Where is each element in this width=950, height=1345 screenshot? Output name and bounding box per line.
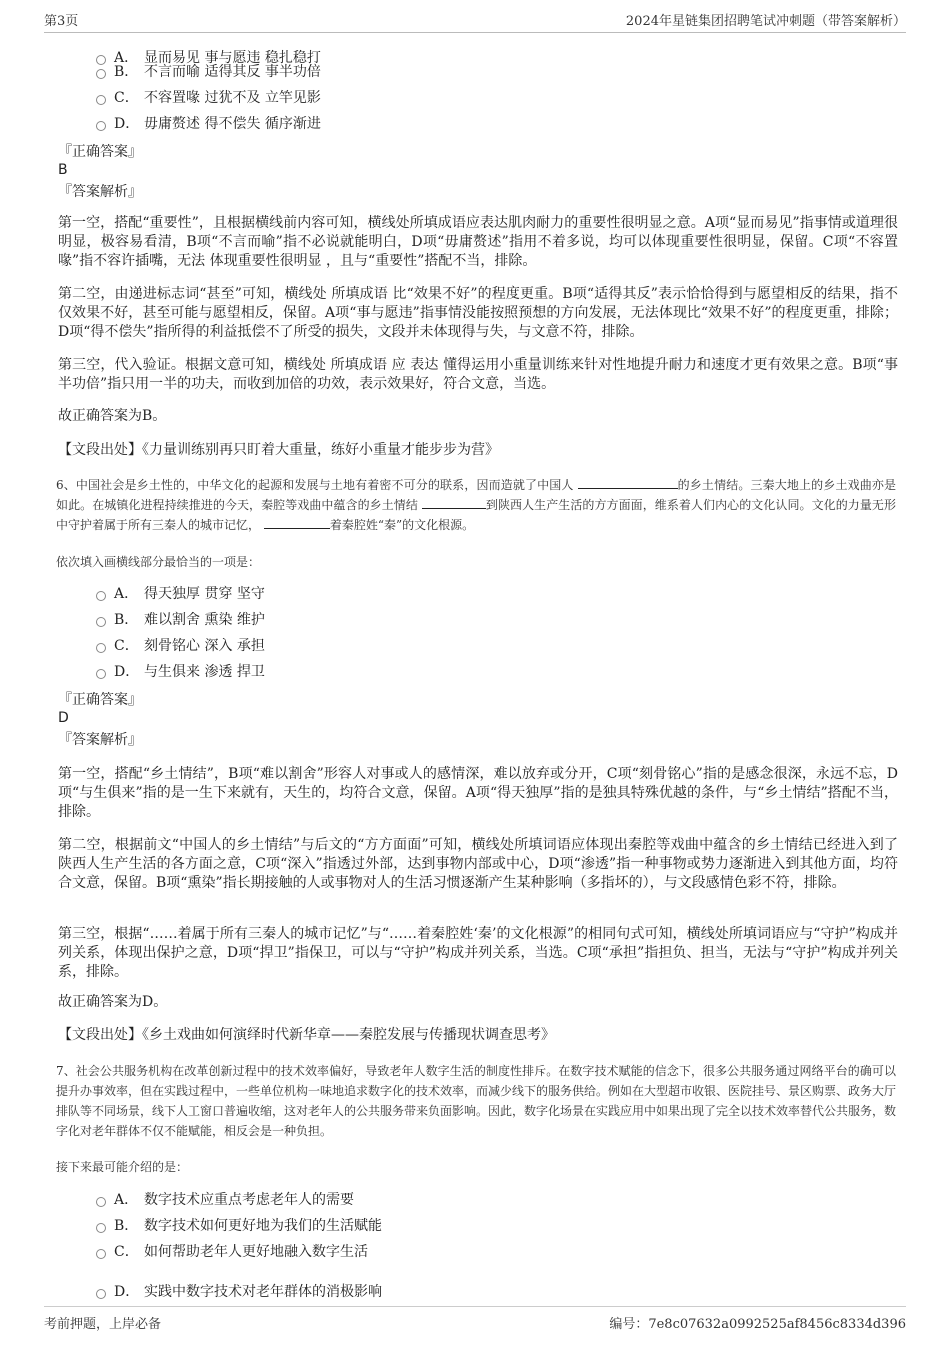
q6-answer-tag: 『正确答案』 xyxy=(58,692,142,708)
q5-source: 【文段出处】《力量训练别再只盯着大重量，练好小重量才能步步为营》 xyxy=(58,442,499,458)
q7-option-d[interactable]: D． 实践中数字技术对老年群体的消极影响 xyxy=(96,1281,382,1303)
q7-option-c[interactable]: C． 如何帮助老年人更好地融入数字生活 xyxy=(96,1241,368,1263)
q5-answer: B xyxy=(58,162,68,178)
radio-icon[interactable] xyxy=(96,1223,106,1233)
page-header xyxy=(44,10,906,30)
footer-slogan: 考前押题，上岸必备 xyxy=(44,1317,162,1332)
q5-answer-tag: 『正确答案』 xyxy=(58,144,142,160)
footer-divider xyxy=(44,1306,906,1307)
q7-prompt: 接下来最可能介绍的是： xyxy=(56,1160,189,1174)
blank-2 xyxy=(422,496,486,509)
q5-analysis-tag: 『答案解析』 xyxy=(58,184,142,200)
q6-analysis-tag: 『答案解析』 xyxy=(58,732,142,748)
q7-question-text: 7、社会公共服务机构在改革创新过程中的技术效率偏好，导致老年人数字生活的制度性排斥。在数字技术赋能的信念下，很多公共服务通过网络平台的确可以提升办事效率，但在实践过程中，一些单位机构一味地追求数字化的技术效率，而减少线下的服务供给。例如在大型超市收银、医院挂号、景区购票、政务大厅排队等不同场景，线下人工窗口普遍收缩，这对老年人的公共服务带来负面影响。因此，数字化场景在实践应用中如果出现了完全以技术效率替代公共服务，数字化对老年群体不仅不能赋能，相反会是一种负担。 xyxy=(56,1064,897,1138)
radio-icon[interactable] xyxy=(96,1249,106,1259)
q6-option-c[interactable]: C． 刻骨铭心 深入 承担 xyxy=(96,635,265,657)
q5-analysis-3: 第三空，代入验证。根据文意可知，横线处 所填成语 应 表达 懂得运用小重量训练来针对性地提升耐力和速度才更有效果之意。B项“事半功倍”指只用一半的功夫，而收到加倍的功效，表示效果好，符合文意，当选。 xyxy=(58,357,898,392)
q6-answer: D xyxy=(58,710,69,726)
radio-icon[interactable] xyxy=(96,617,106,627)
q5-conclusion: 故正确答案为B。 xyxy=(58,408,167,424)
q6-question-text: 6、中国社会是乡土性的，中华文化的起源和发展与土地有着密不可分的联系，因而造就了中国人 的乡土情结。三秦大地上的乡土戏曲亦是如此。在城镇化进程持续推进的今天，秦腔等戏曲中蕴含的乡土情结 到陕西人生产生活的方方面面，维系着人们内心的文化认同。文化的力量无形中守护着属于所有三秦人的城市记忆， 着秦腔姓“秦”的文化根源。 xyxy=(56,478,896,532)
q6-analysis-2: 第二空，根据前文“中国人的乡土情结”与后文的“方方面面”可知，横线处所填词语应体现出秦腔等戏曲中蕴含的乡土情结已经进入到了陕西人生产生活的各方面之意，C项“深入”指透过外部，达到事物内部或中心，D项“渗透”指一种事物或势力逐渐进入到其他方面，均符合文意，保留。B项“熏染”指长期接触的人或事物对人的生活习惯逐渐产生某种影响（多指坏的），与文段感情色彩不符，排除。 xyxy=(58,837,898,891)
q6-prompt: 依次填入画横线部分最恰当的一项是： xyxy=(56,555,261,569)
page-footer xyxy=(44,1313,906,1332)
radio-icon[interactable] xyxy=(96,669,106,679)
q5-analysis-1: 第一空，搭配“重要性”，且根据横线前内容可知，横线处所填成语应表达肌肉耐力的重要性很明显之意。A项“显而易见”指事情或道理很明显，极容易看清，B项“不言而喻”指不必说就能明白，D项“毋庸赘述”指用不着多说，均可以体现重要性很明显，保留。C项“不容置喙”指不容许插嘴，无法 体现重要性很明显 ，且与“重要性”搭配不当，排除。 xyxy=(58,215,898,269)
q7-option-b[interactable]: B． 数字技术如何更好地为我们的生活赋能 xyxy=(96,1215,382,1237)
q6-option-d[interactable]: D． 与生俱来 渗透 捍卫 xyxy=(96,661,265,683)
q6-option-b[interactable]: B． 难以割舍 熏染 维护 xyxy=(96,609,265,631)
q5-option-d[interactable]: D． 毋庸赘述 得不偿失 循序渐进 xyxy=(96,113,321,135)
q7-option-a[interactable]: A． 数字技术应重点考虑老年人的需要 xyxy=(96,1189,354,1211)
q5-analysis-2: 第二空，由递进标志词“甚至”可知，横线处 所填成语 比“效果不好”的程度更重。B项“适得其反”表示恰恰得到与愿望相反的结果，指不仅效果不好，甚至可能与愿望相反，保留。A项“事与愿违”指事情没能按照预想的方向发展，无法体现比“效果不好”的程度更重，排除；D项“得不偿失”指所得的利益抵偿不了所受的损失，文段并未体现得与失，与文意不符，排除。 xyxy=(58,286,898,340)
page-number: 第3页 xyxy=(44,14,79,29)
q6-option-a[interactable]: A． 得天独厚 贯穿 坚守 xyxy=(96,583,265,605)
document-id: 编号：7e8c07632a0992525af8456c8334d396 xyxy=(609,1317,906,1332)
radio-icon[interactable] xyxy=(96,69,106,79)
q5-option-a[interactable]: A． 显而易见 事与愿违 稳扎稳打 xyxy=(96,47,321,69)
radio-icon[interactable] xyxy=(96,1197,106,1207)
q6-analysis-1: 第一空，搭配“乡土情结”，B项“难以割舍”形容人对事或人的感情深，难以放弃或分开，C项“刻骨铭心”指的是感念很深，永远不忘，D项“与生俱来”指的是一生下来就有，天生的，均符合文意，保留。A项“得天独厚”指的是独具特殊优越的条件，与“乡土情结”搭配不当，排除。 xyxy=(58,766,898,820)
radio-icon[interactable] xyxy=(96,643,106,653)
q6-source: 【文段出处】《乡土戏曲如何演绎时代新华章——秦腔发展与传播现状调查思考》 xyxy=(58,1027,555,1043)
document-title: 2024年星链集团招聘笔试冲刺题（带答案解析） xyxy=(625,14,906,29)
radio-icon[interactable] xyxy=(96,591,106,601)
q5-option-b[interactable]: B． 不言而喻 适得其反 事半功倍 xyxy=(96,61,321,83)
q6-conclusion: 故正确答案为D。 xyxy=(58,994,168,1010)
radio-icon[interactable] xyxy=(96,1289,106,1299)
blank-1 xyxy=(578,476,678,489)
radio-icon[interactable] xyxy=(96,121,106,131)
q5-option-c[interactable]: C． 不容置喙 过犹不及 立竿见影 xyxy=(96,87,321,109)
blank-3 xyxy=(264,516,330,529)
radio-icon[interactable] xyxy=(96,95,106,105)
q6-analysis-3: 第三空，根据“……着属于所有三秦人的城市记忆”与“……着秦腔姓‘秦’的文化根源”的相同句式可知，横线处所填词语应与“守护”构成并列关系，体现出保护之意，D项“捍卫”指保卫，可以与“守护”构成并列关系，当选。C项“承担”指担负、担当，无法与“守护”构成并列关系，排除。 xyxy=(58,926,898,980)
header-divider xyxy=(44,32,906,33)
